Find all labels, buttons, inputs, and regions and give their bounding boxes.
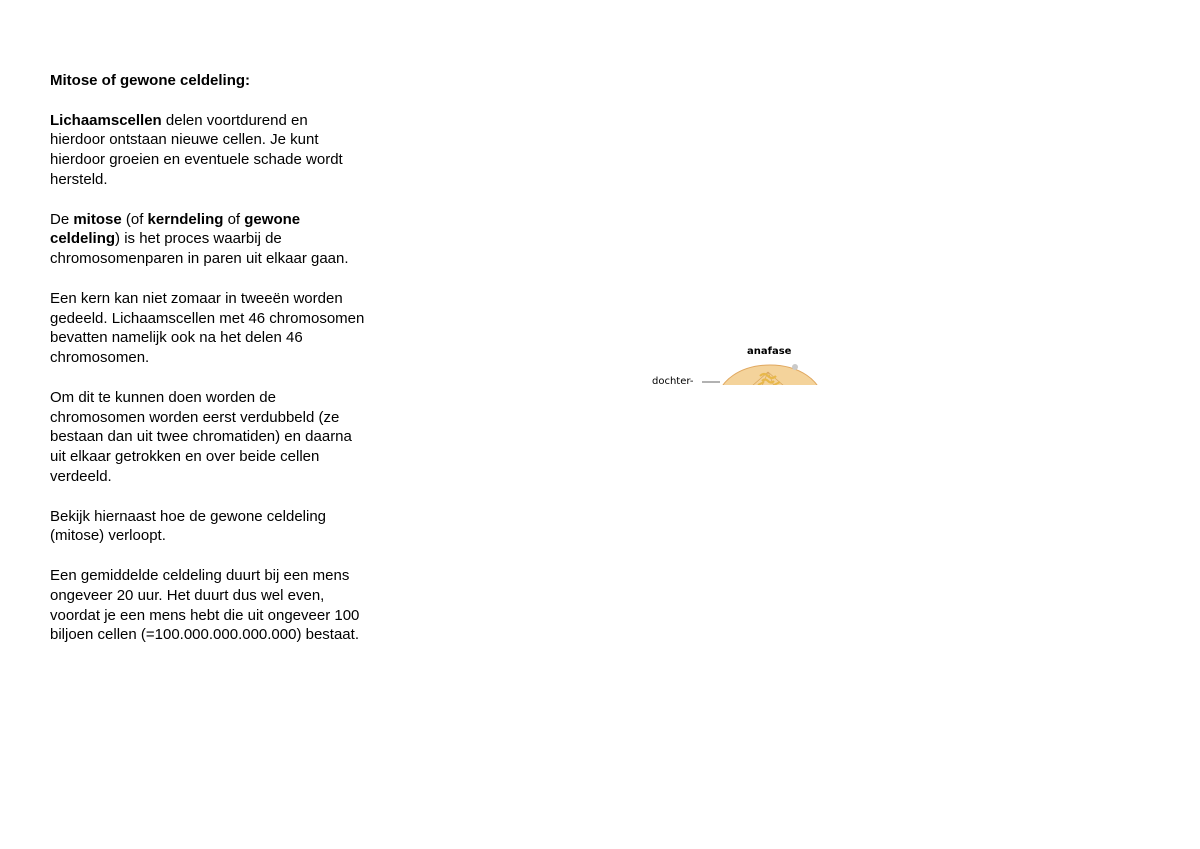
anafase-figure (640, 338, 840, 385)
term-lichaamscellen: Lichaamscellen (50, 111, 162, 129)
paragraph-text: (of (121, 210, 148, 228)
paragraph-text: ) is het proces waarbij de chromosomenparen in paren uit elkaar gaan. (50, 230, 349, 268)
paragraph-mitose (50, 210, 365, 269)
anafase-illustration (640, 338, 840, 385)
paragraph-kern: Een kern kan niet zomaar in tweeën worden gedeeld. Lichaamscellen met 46 chromosomen bevatten namelijk ook na het delen 46 chromosomen. (50, 289, 365, 367)
term-gewone-celdeling: gewone celdeling (50, 210, 301, 248)
text-column (50, 71, 365, 665)
paragraph-text: De (50, 210, 74, 228)
document-heading: Mitose of gewone celdeling: (50, 72, 251, 89)
paragraph-lichaamscellen (50, 111, 365, 190)
term-kerndeling: kerndeling (147, 210, 224, 228)
paragraph-text: of (223, 210, 245, 228)
centrosome (792, 364, 798, 370)
paragraph-duur: Een gemiddelde celdeling duurt bij een mens ongeveer 20 uur. Het duurt dus wel even, voordat je een mens hebt die uit ongeveer 100 biljoen cellen (=100.000.000.000.000) bestaat. (50, 566, 360, 644)
figure-title: anafase (747, 346, 792, 357)
paragraph-bekijk: Bekijk hiernaast hoe de gewone celdeling (mitose) verloopt. (50, 507, 327, 545)
paragraph-text: delen voortdurend en hierdoor ontstaan nieuwe cellen. Je kunt hierdoor groeien en eventuele schade wordt hersteld. (50, 111, 343, 188)
paragraph-verdubbeld: Om dit te kunnen doen worden de chromosomen worden eerst verdubbeld (ze bestaan dan uit twee chromatiden) en daarna uit elkaar getrokken en over beide cellen verdeeld. (50, 388, 352, 485)
term-mitose: mitose (73, 210, 122, 228)
figure-label-dochter: dochter- (652, 376, 694, 385)
